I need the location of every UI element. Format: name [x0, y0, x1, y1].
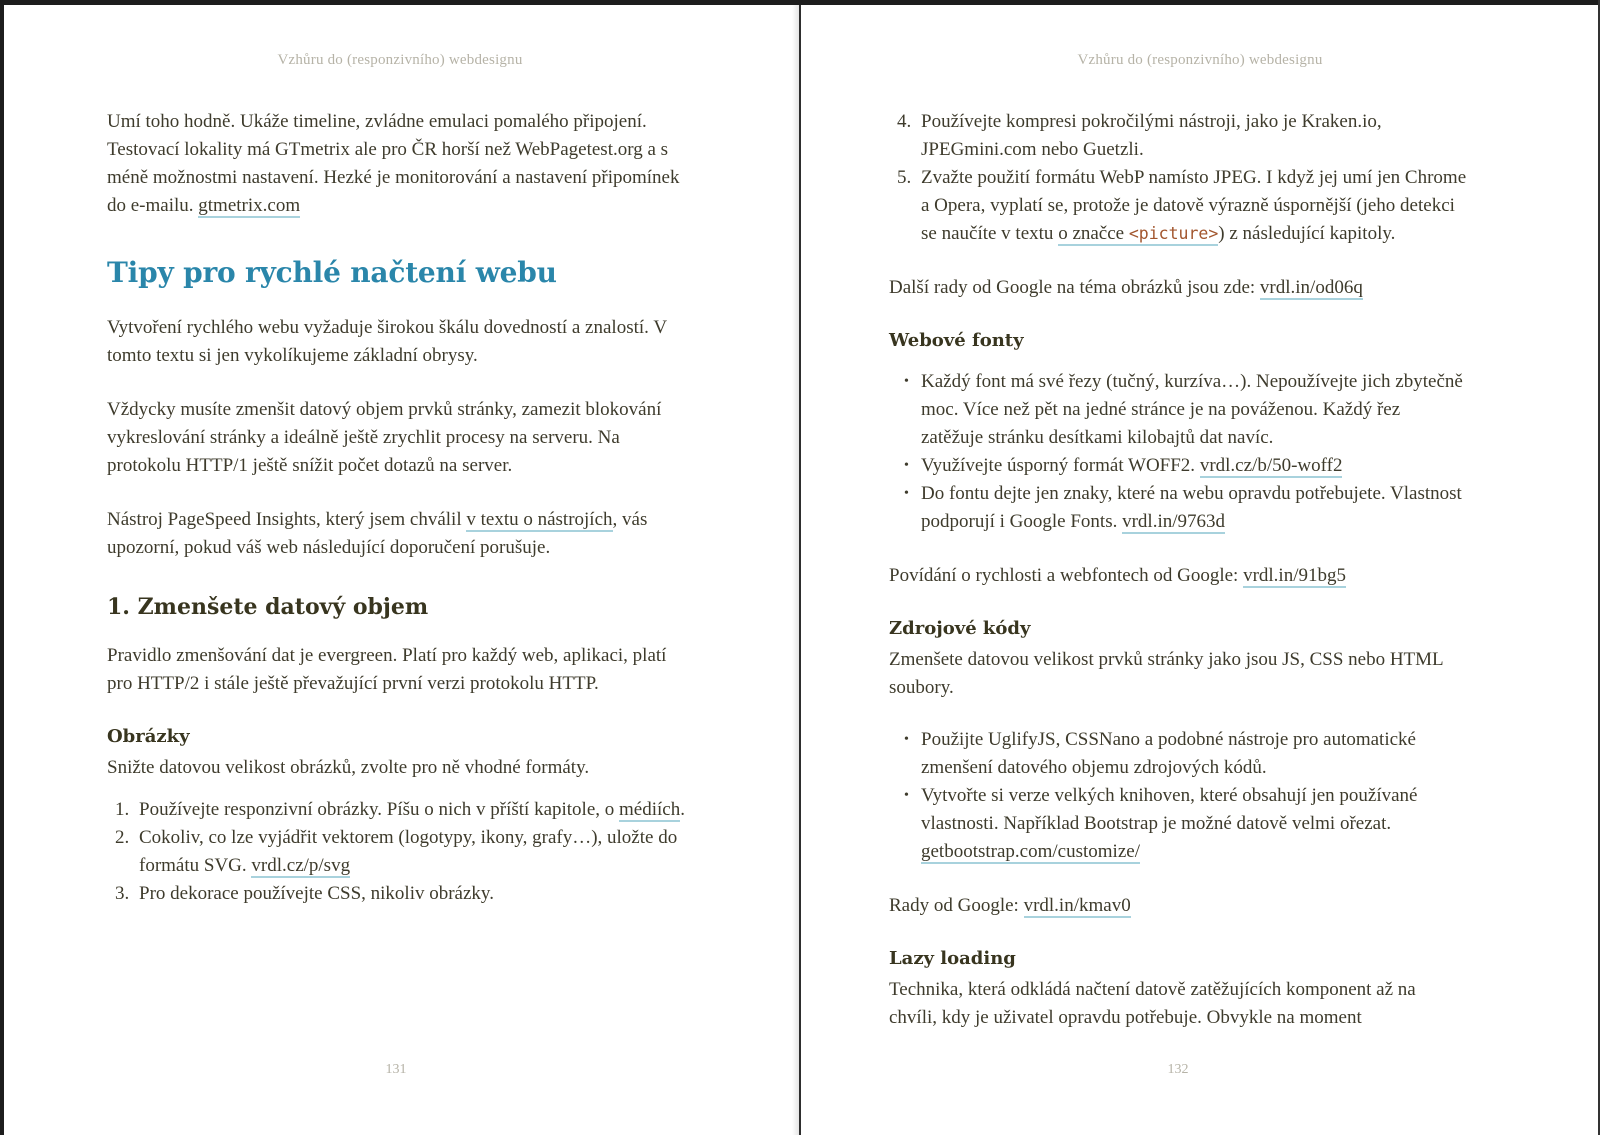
list-item-body [921, 782, 1467, 866]
paragraph-images-intro: Snižte datovou velikost obrázků, zvolte pro ně vhodné formáty. [107, 757, 590, 778]
paragraph-text: Nástroj PageSpeed Insights, který jsem chválil [107, 509, 467, 530]
list-item-body [921, 726, 1467, 782]
bullet-list-webfonts [889, 368, 1467, 536]
list-item-number: 2. [115, 827, 130, 848]
numbered-list-images [107, 796, 685, 908]
list-item-text: Do fontu dejte jen znaky, které na webu opravdu potřebujete. Vlastnost podporují i Google Fonts. [921, 483, 1462, 532]
link-vrdl-9763d[interactable]: vrdl.in/9763d [1122, 511, 1226, 532]
subheading-images: Obrázky [107, 726, 190, 747]
list-item-text: Používejte kompresi pokročilými nástroji, jako je Kraken.io, JPEGmini.com nebo Guetzli. [921, 111, 1382, 160]
link-vrdl-91bg5[interactable]: vrdl.in/91bg5 [1243, 565, 1346, 586]
bullet-marker: • [904, 788, 909, 803]
list-item [889, 108, 1467, 164]
page-divider [799, 0, 801, 1135]
list-item-text: Cokoliv, co lze vyjádřit vektorem (logotypy, ikony, grafy…), uložte do formátu SVG. [139, 827, 678, 876]
viewer-edge-left [0, 0, 4, 1135]
page-number-132: 132 [1167, 1062, 1189, 1077]
list-item-text: Každý font má své řezy (tučný, kurzíva…). Nepoužívejte jich zbytečně moc. Více než pět na jedné stránce je na pováženou. Každý řez zatěžuje stránku desítkami kilobajtů dat navíc. [921, 371, 1463, 448]
list-item-body [921, 452, 1467, 480]
paragraph-google-images [889, 274, 1467, 302]
list-item-text: Používejte responzivní obrázky. Píšu o nich v příští kapitole, o [139, 799, 620, 820]
list-item-body [139, 880, 685, 908]
bullet-list-source [889, 726, 1467, 866]
viewer-edge-top [0, 0, 1600, 5]
page-gutter-shadow [792, 0, 799, 1135]
list-item-body [921, 368, 1467, 452]
list-item-text: Využívejte úsporný formát WOFF2. [921, 455, 1200, 476]
paragraph-text: , vás upozorní, pokud váš web následující doporučení porušuje. [107, 509, 648, 558]
list-item [889, 368, 1467, 452]
list-item [889, 782, 1467, 866]
link-text: o značce [1058, 223, 1129, 244]
inline-code-picture: <picture> [1128, 224, 1219, 243]
list-item-text: . [680, 799, 685, 820]
paragraph-rule: Pravidlo zmenšování dat je evergreen. Platí pro každý web, aplikaci, platí pro HTTP/2 i stále ještě převažující první verzi protokolu HTTP. [107, 645, 667, 694]
page-131-content [107, 108, 685, 934]
list-item [889, 480, 1467, 536]
subheading-source-code: Zdrojové kódy [889, 618, 1031, 639]
list-item-body [139, 824, 685, 880]
list-item [889, 164, 1467, 248]
running-head: Vzhůru do (responzivního) webdesignu [1077, 52, 1323, 68]
list-item-body [139, 796, 685, 824]
page-number-131: 131 [385, 1062, 407, 1077]
list-item-number: 4. [897, 111, 912, 132]
paragraph-text: Povídání o rychlosti a webfontech od Google: [889, 565, 1244, 586]
page-132 [800, 0, 1600, 1135]
paragraph-google-advice [889, 892, 1467, 920]
paragraph-pagespeed [107, 506, 685, 562]
link-gtmetrix[interactable]: gtmetrix.com [198, 195, 301, 216]
paragraph-text: Rady od Google: [889, 895, 1024, 916]
page-132-content [889, 108, 1467, 1058]
section-heading-data-volume: 1. Zmenšete datový objem [107, 594, 429, 620]
link-tools-text[interactable]: v textu o nástrojích [466, 509, 613, 530]
bullet-marker: • [904, 374, 909, 389]
numbered-list-images-continued [889, 108, 1467, 248]
list-item [107, 824, 685, 880]
bullet-marker: • [904, 732, 909, 747]
paragraph-source-intro: Zmenšete datovou velikost prvků stránky jako jsou JS, CSS nebo HTML soubory. [889, 649, 1443, 698]
paragraph-always: Vždycky musíte zmenšit datový objem prvků stránky, zamezit blokování vykreslování stránky a ideálně ještě zrychlit procesy na serveru. Na protokolu HTTP/1 ještě snížit počet dotazů na server. [107, 399, 662, 476]
subheading-lazy-loading: Lazy loading [889, 948, 1016, 969]
list-item-number: 1. [115, 799, 130, 820]
chapter-heading: Tipy pro rychlé načtení webu [107, 256, 557, 289]
link-vrdl-svg[interactable]: vrdl.cz/p/svg [251, 855, 351, 876]
list-item-number: 3. [115, 883, 130, 904]
list-item [889, 726, 1467, 782]
link-picture-tag[interactable] [1058, 223, 1218, 246]
link-media-chapter[interactable]: médiích [619, 799, 681, 820]
list-item [107, 880, 685, 908]
link-vrdl-od06q[interactable]: vrdl.in/od06q [1259, 277, 1363, 298]
paragraph-text: Umí toho hodně. Ukáže timeline, zvládne emulaci pomalého připojení. Testovací lokality má GTmetrix ale pro ČR horší než WebPagetest.org a s méně možnostmi nastavení. Hezké je monitorování a nastavení připomínek do e-mailu. [107, 111, 680, 216]
list-item-text: Vytvořte si verze velkých knihoven, které obsahují jen používané vlastnosti. Například Bootstrap je možné datově velmi ořezat. [921, 785, 1418, 834]
subheading-webfonts: Webové fonty [889, 330, 1024, 351]
link-vrdl-kmav0[interactable]: vrdl.in/kmav0 [1023, 895, 1131, 916]
link-vrdl-woff2[interactable]: vrdl.cz/b/50-woff2 [1199, 455, 1343, 476]
list-item [889, 452, 1467, 480]
paragraph-text: Další rady od Google na téma obrázků jsou zde: [889, 277, 1260, 298]
list-item-text: Zvažte použití formátu WebP namísto JPEG. I když jej umí jen Chrome a Opera, vyplatí se, protože je datově výrazně úspornější (jeho detekci se naučíte v textu [921, 167, 1467, 244]
list-item-text: Použijte UglifyJS, CSSNano a podobné nástroje pro automatické zmenšení datového objemu zdrojových kódů. [921, 729, 1416, 778]
paragraph-lazy-loading: Technika, která odkládá načtení datově zatěžujících komponent až na chvíli, kdy je uživatel opravdu potřebuje. Obvykle na moment [889, 979, 1416, 1028]
list-item-body [921, 480, 1467, 536]
list-item-text: ) z následující kapitoly. [1218, 223, 1396, 244]
paragraph-intro: Vytvoření rychlého webu vyžaduje širokou škálu dovedností a znalostí. V tomto textu si jen vykolíkujeme základní obrysy. [107, 317, 667, 366]
paragraph-gtmetrix [107, 108, 685, 220]
list-item-number: 5. [897, 167, 912, 188]
list-item [107, 796, 685, 824]
list-item-text: Pro dekorace používejte CSS, nikoliv obrázky. [139, 883, 494, 904]
bullet-marker: • [904, 458, 909, 473]
paragraph-webfonts-google [889, 562, 1467, 590]
running-head: Vzhůru do (responzivního) webdesignu [277, 52, 523, 68]
bullet-marker: • [904, 486, 909, 501]
list-item-body [921, 108, 1467, 164]
link-getbootstrap-customize[interactable]: getbootstrap.com/customize/ [921, 841, 1140, 862]
list-item-body [921, 164, 1467, 248]
